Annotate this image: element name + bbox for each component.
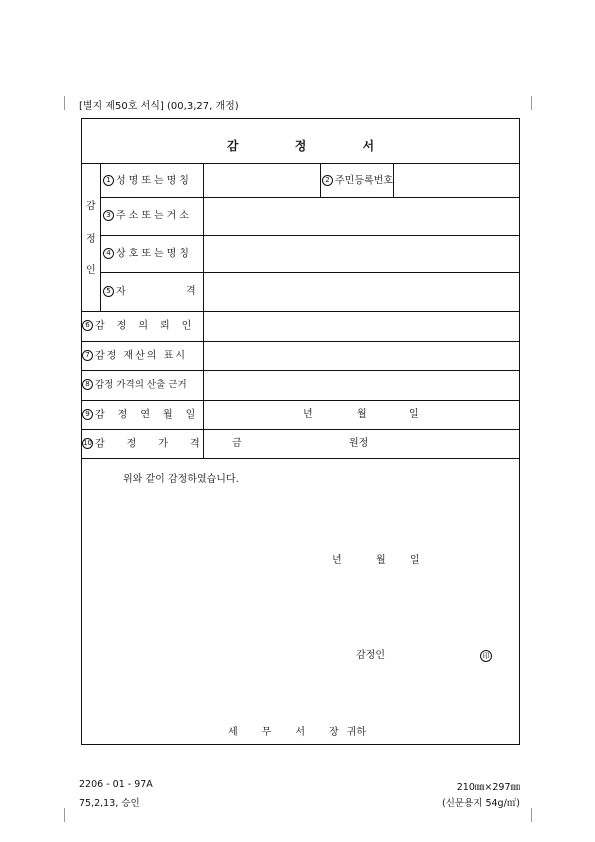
item-number-badge: 7 xyxy=(82,350,93,361)
paper-size: 210㎜×297㎜ xyxy=(456,782,520,793)
row-divider xyxy=(81,163,520,164)
sign-date-year-unit: 년 xyxy=(332,555,342,566)
signer-label: 감정인 xyxy=(356,650,385,661)
item-number-badge: 9 xyxy=(82,409,93,420)
row-divider xyxy=(81,400,520,401)
price-prefix: 금 xyxy=(232,438,242,449)
approval-date: 75,2,13, 승인 xyxy=(79,798,140,809)
column-divider xyxy=(100,163,101,311)
item-number-badge: 2 xyxy=(322,175,333,186)
seal-icon: 印 xyxy=(480,650,492,662)
date-day-unit: 일 xyxy=(409,409,419,420)
appraiser-side-label-char: 인 xyxy=(86,265,96,276)
trade-name-label: 4 상호또는명칭 xyxy=(103,248,192,261)
paper-type: (신문용지 54g/㎡) xyxy=(442,798,520,809)
title-char: 정 xyxy=(294,139,307,153)
title-char: 감 xyxy=(226,139,239,153)
crop-mark xyxy=(64,808,65,822)
form-reference-note: [별지 제50호 서식] (00,3,27, 개정) xyxy=(79,101,239,112)
sign-date-month-unit: 월 xyxy=(376,555,386,566)
price-suffix: 원정 xyxy=(349,438,369,449)
addressee: 세 무 서 장 귀하 xyxy=(228,727,367,738)
appraiser-side-label-char: 감 xyxy=(86,201,96,212)
title-char: 서 xyxy=(362,139,375,153)
item-number-badge: 1 xyxy=(103,175,114,186)
name-label: 1 성명또는명칭 xyxy=(103,175,192,188)
item-number-badge: 8 xyxy=(82,379,93,390)
form-title xyxy=(81,137,520,154)
column-divider xyxy=(393,163,394,197)
row-divider xyxy=(81,458,520,459)
qualification-label: 5 자 xyxy=(103,286,126,299)
id-number-label: 2 주민등록번호 xyxy=(322,175,393,188)
crop-mark xyxy=(64,96,65,110)
requester-label: 6 감정의뢰인 xyxy=(82,320,203,333)
seal-mark xyxy=(480,650,494,663)
column-divider xyxy=(320,163,321,197)
qualification-label-end: 격 xyxy=(186,286,196,297)
sign-date-day-unit: 일 xyxy=(410,555,420,566)
row-divider xyxy=(81,429,520,430)
form-code: 2206 - 01 - 97A xyxy=(79,779,153,790)
item-number-badge: 10 xyxy=(83,439,92,447)
date-month-unit: 월 xyxy=(357,409,367,420)
appraisal-date-label: 9 감정연월일 xyxy=(82,409,208,422)
row-divider xyxy=(100,272,520,273)
item-number-badge: 4 xyxy=(103,248,114,259)
item-number-badge: 6 xyxy=(82,320,93,331)
appraiser-side-label-char: 정 xyxy=(86,234,96,245)
statement-text: 위와 같이 감정하였습니다. xyxy=(123,474,239,485)
row-divider xyxy=(100,235,520,236)
appraisal-price-label: 10 감정가격 xyxy=(83,438,222,450)
address-label: 3 주소또는거소 xyxy=(103,210,192,223)
row-divider xyxy=(100,197,520,198)
property-label: 7 감정 재산의 표시 xyxy=(82,350,187,363)
date-year-unit: 년 xyxy=(303,409,313,420)
price-basis-label: 8 감정 가격의 산출 근거 xyxy=(82,379,187,392)
item-number-badge: 3 xyxy=(103,210,114,221)
row-divider xyxy=(81,341,520,342)
crop-mark xyxy=(531,96,532,110)
row-divider xyxy=(81,311,520,312)
crop-mark xyxy=(531,808,532,822)
item-number-badge: 5 xyxy=(103,286,114,297)
row-divider xyxy=(81,370,520,371)
